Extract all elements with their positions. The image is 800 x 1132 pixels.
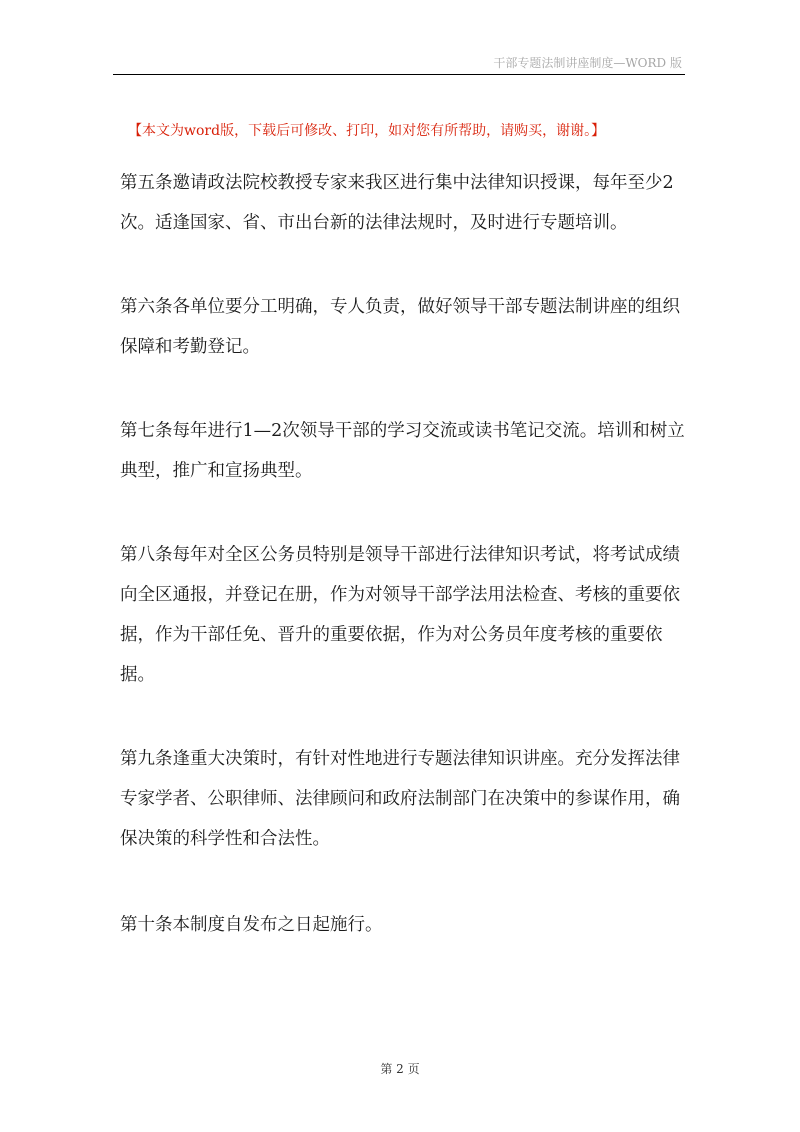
header-divider	[113, 74, 685, 75]
article-5: 第五条邀请政法院校教授专家来我区进行集中法律知识授课，每年至少2次。适逢国家、省、市出台新的法律法规时，及时进行专题培训。	[120, 173, 674, 233]
page-number: 第 2 页	[380, 1062, 420, 1076]
article-6: 第六条各单位要分工明确，专人负责，做好领导干部专题法制讲座的组织保障和考勤登记。	[120, 297, 680, 357]
running-header: 干部专题法制讲座制度—WORD 版	[493, 56, 682, 70]
article-9: 第九条逢重大决策时，有针对性地进行专题法律知识讲座。充分发挥法律专家学者、公职律师、法律顾问和政府法制部门在决策中的参谋作用，确保决策的科学性和合法性。	[120, 749, 680, 849]
purchase-notice: 【本文为word版，下载后可修改、打印，如对您有所帮助，请购买，谢谢。】	[128, 123, 606, 139]
article-7: 第七条每年进行1—2次领导干部的学习交流或读书笔记交流。培训和树立典型，推广和宣扬典型。	[120, 421, 685, 481]
article-8: 第八条每年对全区公务员特别是领导干部进行法律知识考试，将考试成绩向全区通报，并登记在册，作为对领导干部学法用法检查、考核的重要依据，作为干部任免、晋升的重要依据，作为对公务员年度考核的重要依据。	[120, 545, 680, 685]
article-10: 第十条本制度自发布之日起施行。	[120, 915, 383, 935]
